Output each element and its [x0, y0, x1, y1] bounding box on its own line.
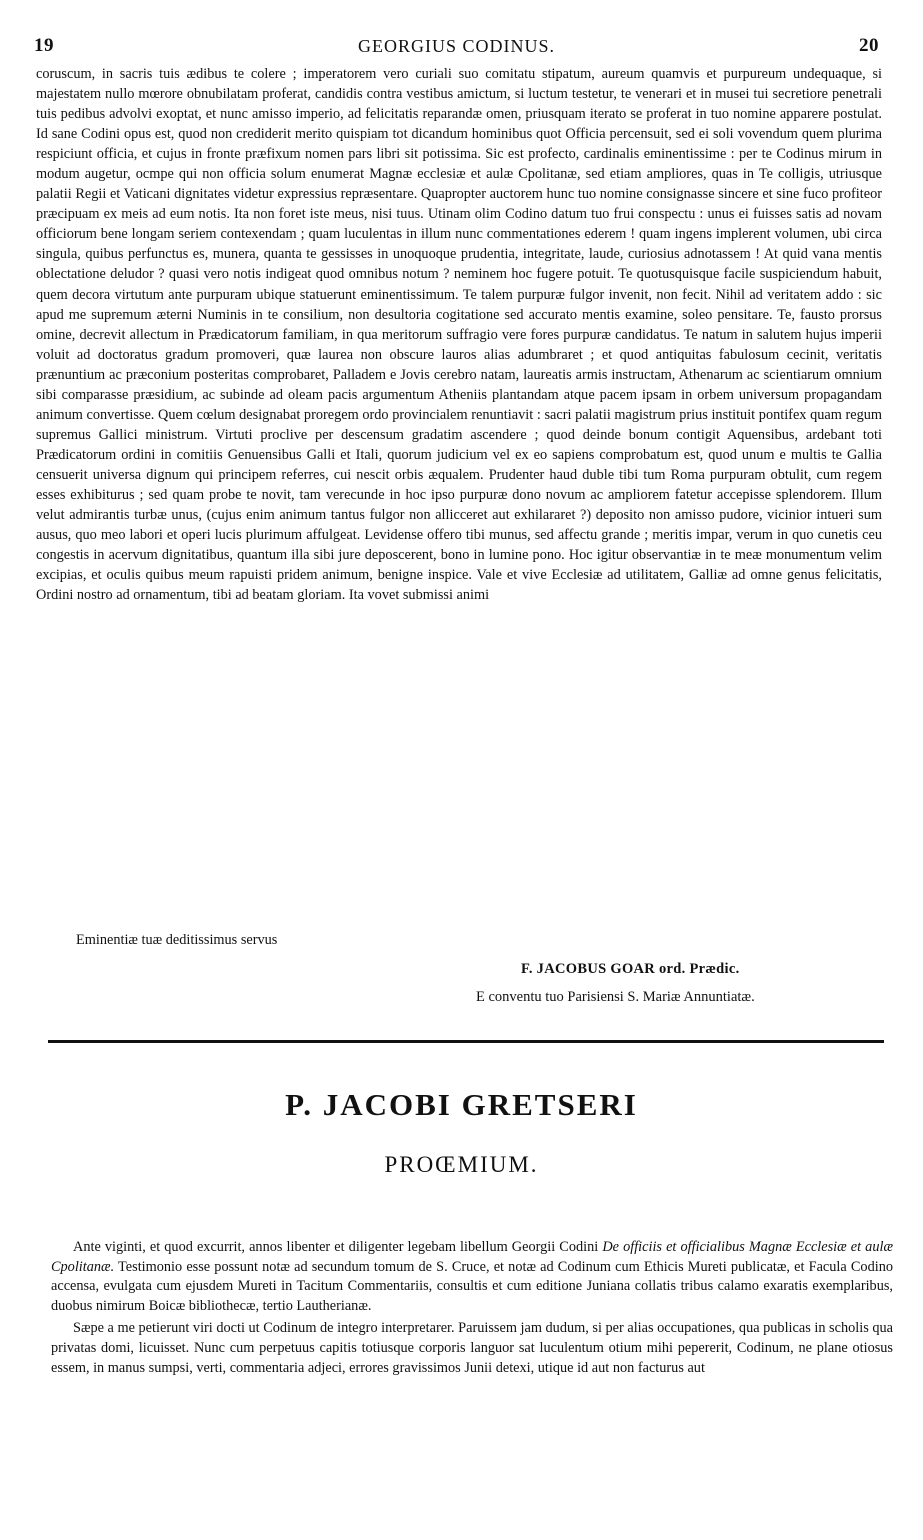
- left-page-number: 19: [34, 35, 54, 56]
- running-title: GEORGIUS CODINUS.: [357, 35, 555, 56]
- signature-name: F. JACOBUS GOAR ord. Prædic.: [521, 961, 740, 977]
- preface-p1-end: Testimonio esse possunt notæ ad secundum tomum de S. Cruce, et notæ ad Codinum cum Ethicis Mureti publicatæ, et Facula Codino accensa, evulgata cum ejusdem Mureti in Tacitum Commentariis, consultis et cum editione Juniana collatis tribus calamo exaratis exemplaribus, duobus nimirum Boicæ bibliothecæ, tertio Lautherianæ.: [51, 1258, 893, 1314]
- right-page-number: 20: [858, 35, 879, 56]
- dedication-closing: Eminentiæ tuæ deditissimus servus: [76, 932, 278, 948]
- dedication-paragraph: coruscum, in sacris tuis ædibus te colere ; imperatorem vero curiali suo comitatu stipatum, aureum quamvis et purpureum undequaque, si majestatem nullo mœrore obnubilatam proferat, candidis contra vestibus amictum, si luctum testetur, te venerari et in musei tui secretiore penetrali tuis pedibus advolvi exoptat, et nunc amisso imperio, ad felicitatis reparandæ omen, priusquam iterato se proferat in tuo nomine apparere postulat. Id sane Codini opus est, quod non crediderit merito quispiam tot dicandum hominibus quot Officia percensuit, sed ei soli vovendum quem plurima respiciunt officia, et cujus in fronte præfixum nomen pars libri sit potissima. Sic est profecto, cardinalis eminentissime : per te Codinus mirum in modum augetur, ocmpe qui non officia solum enumerat Magnæ ecclesiæ et aulæ Cpolitanæ, sed etiam ampliores, quas in Te colligis, utriusque palatii Regii et Vaticani dignitates videtur expressius repræsentare. Quapropter auctorem hunc tuo nomine consignasse sincere et sine fuco profiteor præcipuam ex meis ad eum notis. Ita non foret iste meus, nisi tuus. Utinam olim Codino datum tuo frui conspectu : unus ei fuisses satis ad novam officiorum bene longam seriem contexendam ; quam luculentas in illum nunc commentationes ederem ! quam ingens implerent volumen, ubi circa singula, quibus perfunctus es, munera, quanta te gessisses in unoquoque prudentia, integritate, laude, curiosius adnotassem ! At quid vana mentis oblectatione deludor ? quasi vero notis indigeat quod omnibus notum ? neminem hoc fugere potuit. Te quotusquisque facile suspiciendum habuit, quem decora virtutum ante purpuram ubique statuerunt eminentissimum. Te talem purpuræ fulgor invenit, non fecit. Nihil ad veritatem addo : sic apud me supremum æterni Numinis in te consilium, non desultoria cogitatione sed accurato mentis examine, soleo pensitare. Te, fausto prorsus omine, decrevit allectum in Prædicatorum familiam, in qua meritorum suffragio vere fores purpuræ candidatus. Te natum in salutem hujus imperii voluit ad doctoratus gradum promoveri, quæ laurea non obscure lauros alias adumbraret ; et quod antiquitas fabulosum cecinit, veritatis prænuntium ac præconium posteritas comprobaret, Palladem e Jovis cerebro natam, laureatis armis instructam, Athenarum ac scientiarum omnium sibi comparasse præsidium, ac subinde ad oleam pacis argumentum Atheniis plantandam atque pacem ipsam in orbem universum propagandam animum convertisse. Quem cœlum designabat proregem ordo provincialem renuntiavit : sacri palatii magistrum prius instituit pontifex quam regum supremus Gallici ministrum. Virtuti proclive per descensum gradatim ascendere ; quod deinde bonum contigit Aquensibus, ardebant toti Prædicatorum ordini in comitiis Genuensibus Galli et Itali, quorum judicium vel ex eo sapiens comprobatum est, quod unum e multis te Gallia censuerit universa dignum qui principem referres, cui nescit orbis æqualem. Prudenter haud duble tibi tum Roma purpuram obtulit, cum regem esses exhibiturus ; sed quam probe te novit, tam verecunde in hoc ipso purpuræ dono novum ac ampliorem fatetur accepisse splendorem. Illum velut admirantis turbæ unus, (cujus enim animum tantus fulgor non allicceret aut exhilararet ?) deposito non amisso pudore, vicinior intueri sum ausus, quo meo labori et operi lucis plurimum affulgeat. Levidense offero tibi munus, sed affectu grande ; meritis impar, verum in quo cunetis ceu congestis in acervum dignitatibus, quantum illa sibi jure deposcerent, bono in lumine pono. Hoc igitur observantiæ in te meæ monumentum velim excipias, et oculis quibus meum rapuisti pridem animum, benigne inspice. Vale et vive Ecclesiæ ad utilitatem, Galliæ ad omne genus felicitatis, Ordini nostro ad ornamentum, tibi ad beatam gloriam. Ita vovet submissi animi: [36, 66, 882, 604]
- preface-paragraph-2: Sæpe a me petierunt viri docti ut Codinum de integro interpretarer. Paruissem jam dudum, si per alias occupationes, qua publicas in scholis qua privatas domi, licuisset. Nunc cum perpetuus capitis totiusque corporis languor sat luculentum otium mihi pepererit, Codinum, ne plane otiosus essem, in manus sumpsi, verti, commentaria adjeci, errores gravissimos Junii detexi, utique id aut non facturus aut: [51, 1320, 893, 1376]
- page-header: [34, 32, 879, 60]
- section-title: P. JACOBI GRETSERI: [285, 1087, 638, 1122]
- signature-place: E conventu tuo Parisiensi S. Mariæ Annuntiatæ.: [476, 989, 755, 1005]
- dedication-text: [36, 64, 882, 605]
- preface-p1-start: Ante viginti, et quod excurrit, annos libenter et diligenter legebam libellum Georgii Codini: [73, 1239, 603, 1255]
- section-subtitle: PROŒMIUM.: [384, 1152, 539, 1177]
- preface-text: [51, 1238, 893, 1378]
- preface-paragraph-1: [51, 1238, 893, 1316]
- book-title-italic: De officiis et officialibus Magnæ Ecclesiæ et aulæ Cpolitanæ.: [51, 1239, 893, 1275]
- section-divider: [48, 1040, 884, 1043]
